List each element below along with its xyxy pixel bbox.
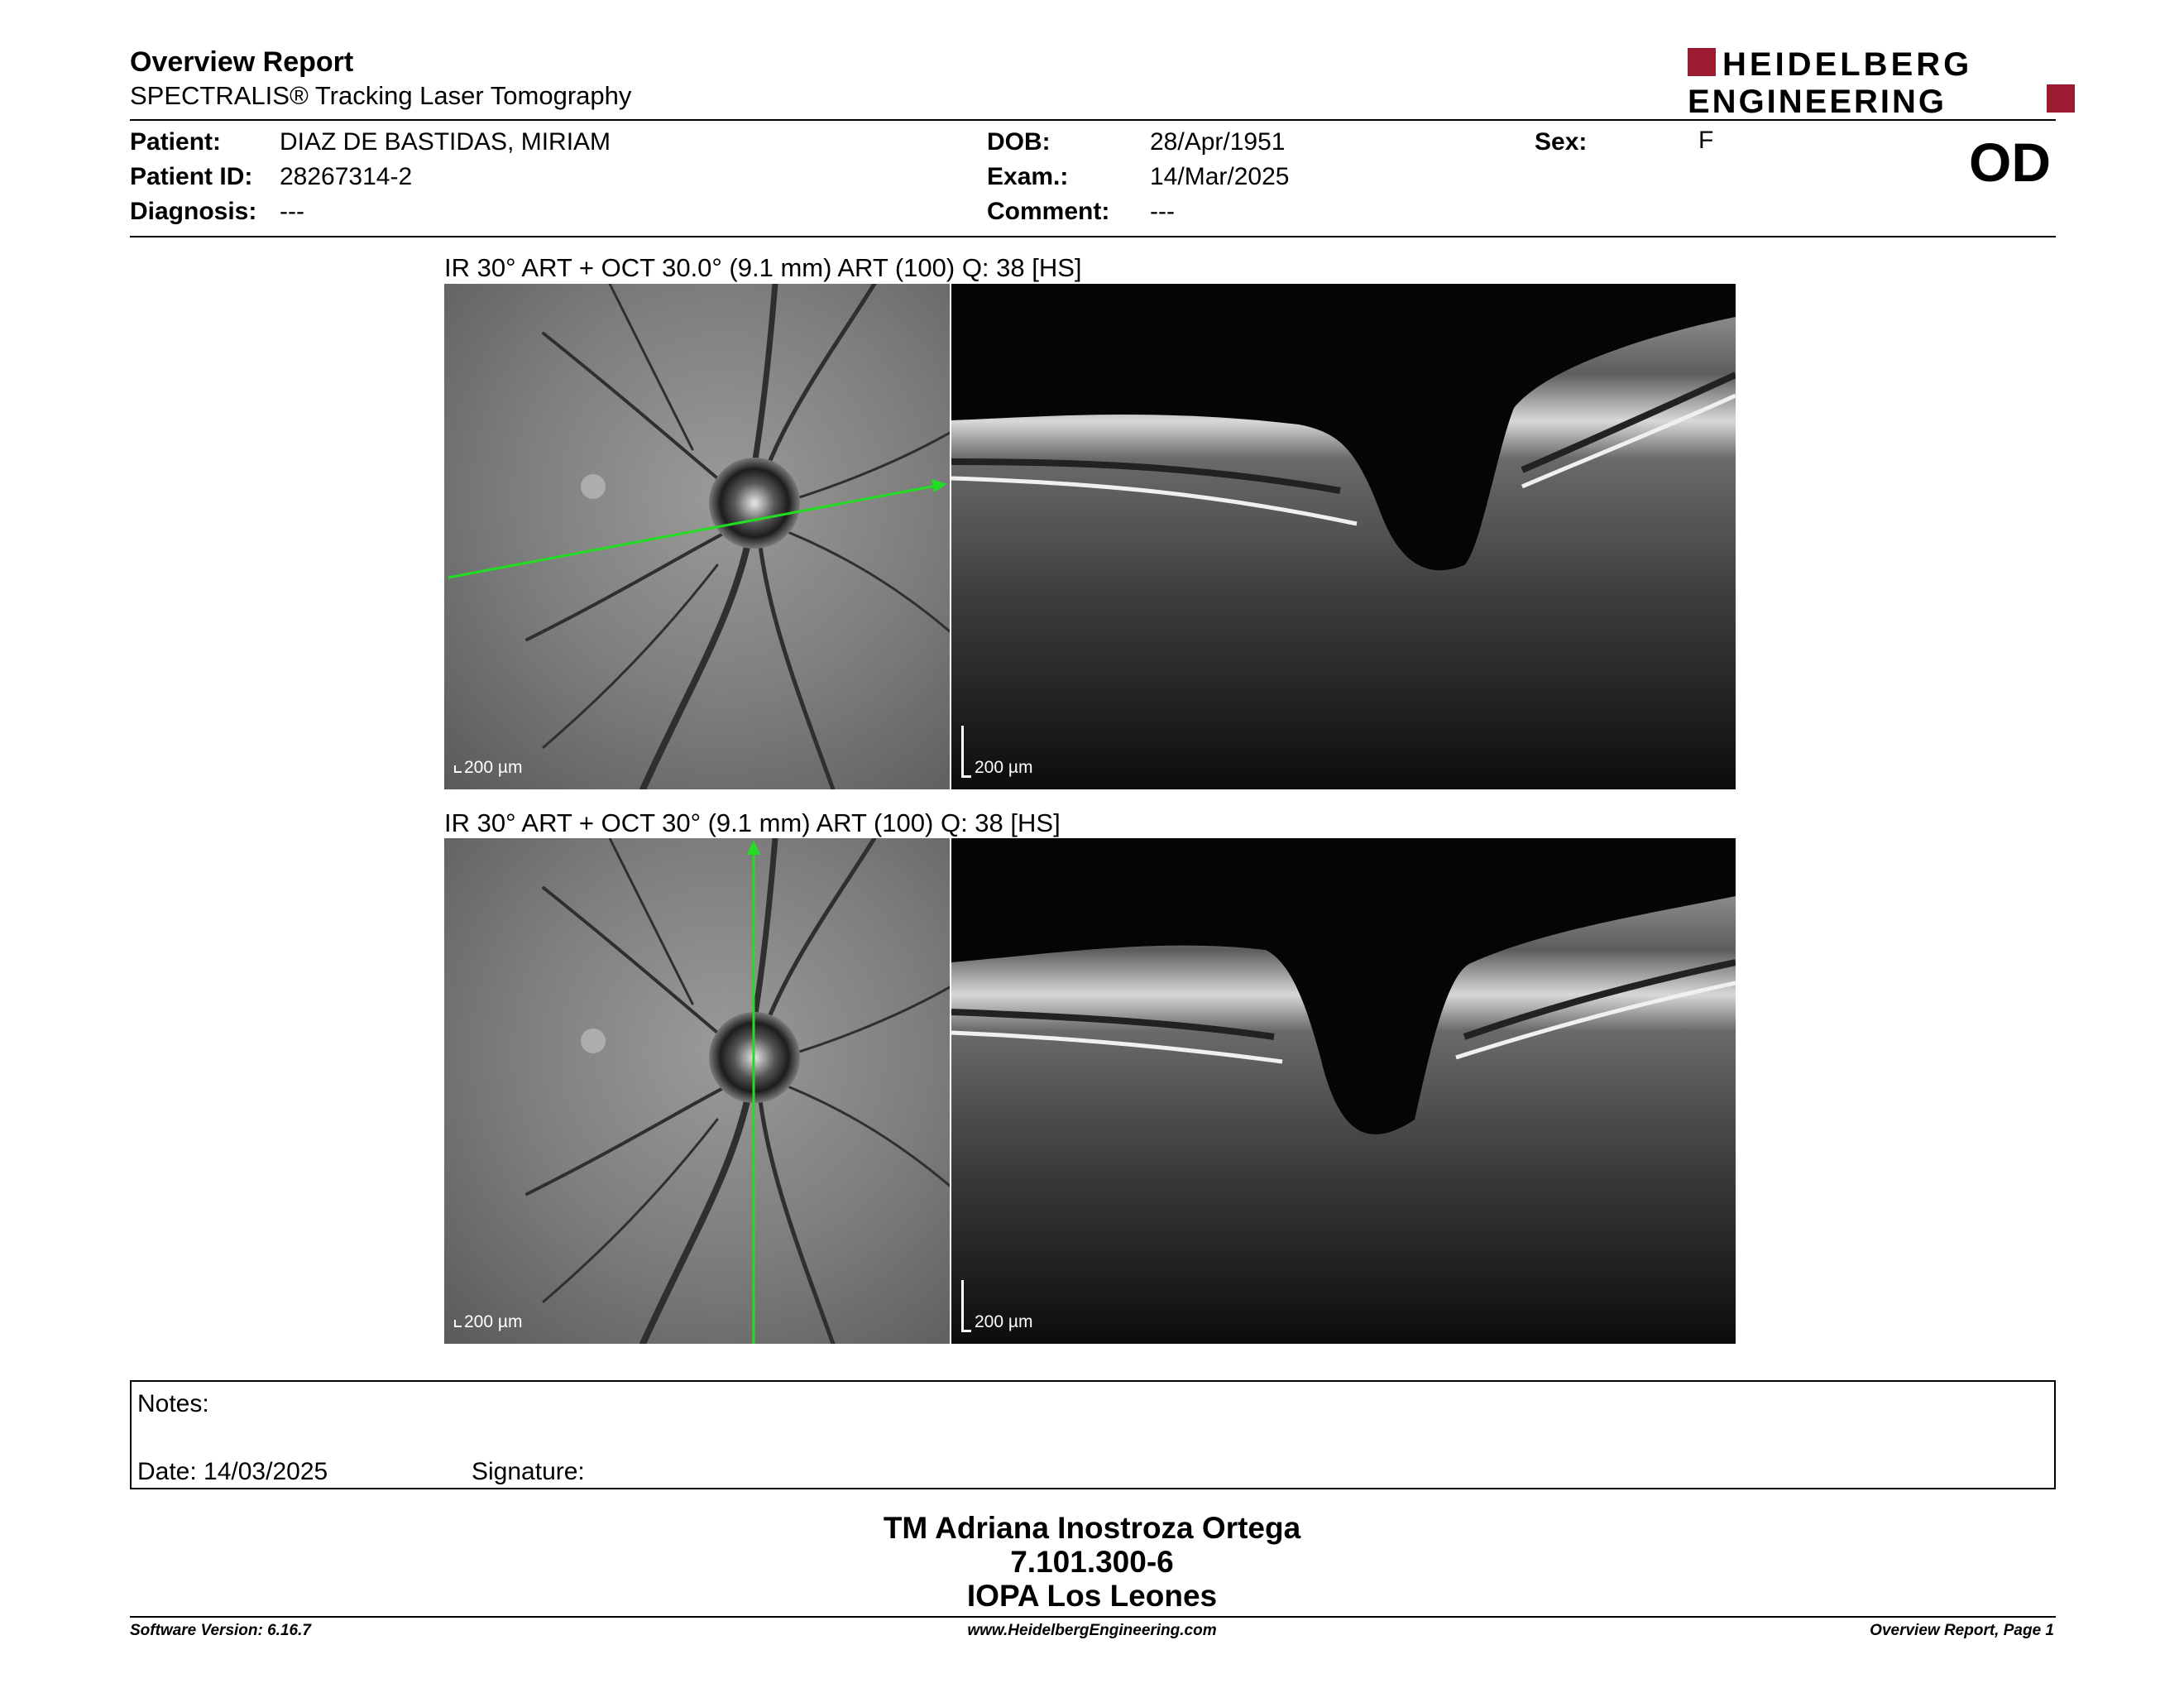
notes-box bbox=[130, 1380, 2056, 1489]
oct-scale-bar: 200 µm bbox=[961, 1280, 1032, 1332]
comment-value: --- bbox=[1150, 198, 1175, 225]
ir-scale-bar: 200 µm bbox=[454, 758, 522, 778]
eye-laterality: OD bbox=[1969, 132, 2051, 193]
signatory-id: 7.101.300-6 bbox=[1010, 1545, 1174, 1579]
patient-label: Patient: bbox=[130, 128, 222, 156]
dob-value: 28/Apr/1951 bbox=[1150, 128, 1286, 156]
software-version: Software Version: 6.16.7 bbox=[130, 1622, 311, 1639]
scan-caption: IR 30° ART + OCT 30.0° (9.1 mm) ART (100) Q: 38 [HS] bbox=[444, 253, 1082, 282]
signatory-institution: IOPA Los Leones bbox=[966, 1579, 1218, 1613]
dob-label: DOB: bbox=[987, 128, 1051, 156]
diagnosis-label: Diagnosis: bbox=[130, 198, 257, 225]
notes-date: Date: 14/03/2025 bbox=[137, 1458, 328, 1485]
signature-label: Signature: bbox=[472, 1458, 585, 1485]
scale-bar-icon bbox=[961, 1280, 971, 1332]
footer-divider bbox=[130, 1616, 2056, 1618]
report-title: Overview Report bbox=[130, 46, 354, 78]
patient-divider bbox=[130, 236, 2056, 237]
patient-id: 28267314-2 bbox=[280, 163, 413, 190]
ir-scale-bar: 200 µm bbox=[454, 1312, 522, 1332]
report-subtitle: SPECTRALIS® Tracking Laser Tomography bbox=[130, 81, 632, 110]
ir-fundus-image bbox=[444, 838, 950, 1344]
comment-label: Comment: bbox=[987, 198, 1110, 225]
sex-label: Sex: bbox=[1535, 128, 1588, 156]
diagnosis-value: --- bbox=[280, 198, 304, 225]
signatory-name: TM Adriana Inostroza Ortega bbox=[883, 1511, 1301, 1545]
oct-bscan-image bbox=[951, 284, 1736, 789]
notes-label: Notes: bbox=[137, 1390, 209, 1417]
oct-scale-bar: 200 µm bbox=[961, 726, 1032, 778]
website-link[interactable]: www.HeidelbergEngineering.com bbox=[967, 1622, 1217, 1639]
exam-label: Exam.: bbox=[987, 163, 1069, 190]
scale-bar-icon bbox=[454, 765, 462, 773]
patient-name: DIAZ DE BASTIDAS, MIRIAM bbox=[280, 128, 611, 156]
svg-text:HEIDELBERG: HEIDELBERG bbox=[1722, 46, 1973, 83]
heidelberg-logo bbox=[1688, 46, 2076, 116]
scale-bar-icon bbox=[961, 726, 971, 778]
scan-caption: IR 30° ART + OCT 30° (9.1 mm) ART (100) Q: 38 [HS] bbox=[444, 808, 1061, 837]
svg-text:ENGINEERING: ENGINEERING bbox=[1688, 84, 1947, 116]
exam-value: 14/Mar/2025 bbox=[1150, 163, 1290, 190]
scale-bar-icon bbox=[454, 1320, 462, 1327]
sex-value: F bbox=[1698, 127, 1714, 154]
oct-bscan-image bbox=[951, 838, 1736, 1344]
header-divider bbox=[130, 119, 2056, 121]
page-number: Overview Report, Page 1 bbox=[1870, 1622, 2054, 1639]
patient-id-label: Patient ID: bbox=[130, 163, 253, 190]
ir-fundus-image bbox=[444, 284, 950, 789]
